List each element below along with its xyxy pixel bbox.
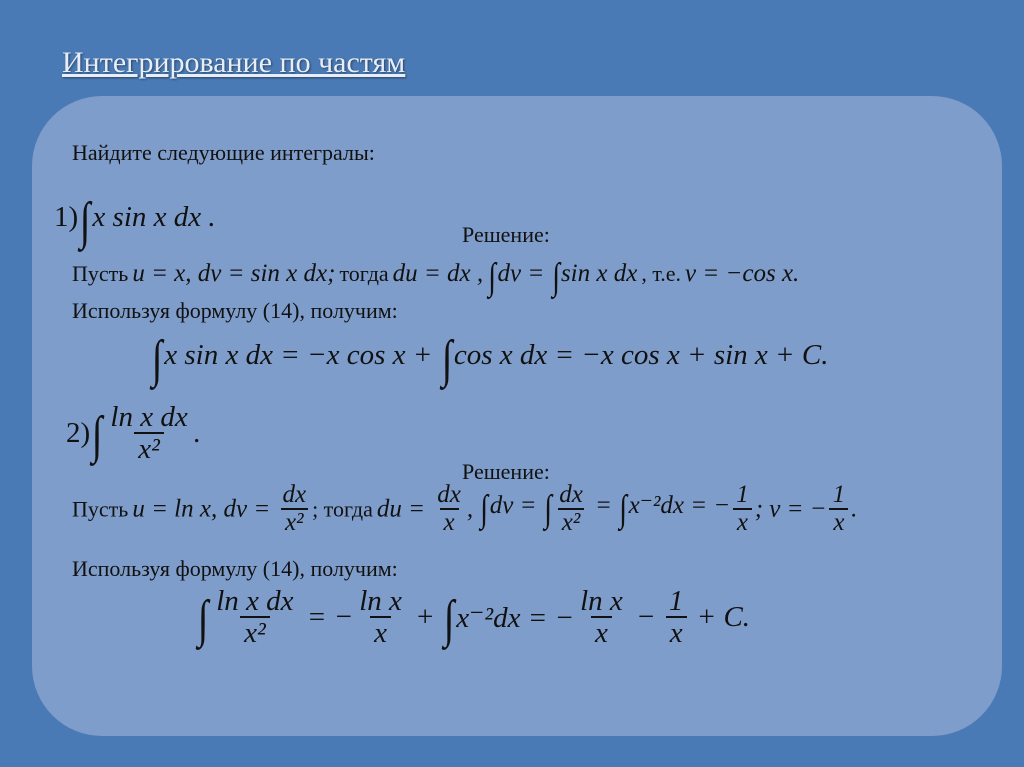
chain-a: dv =	[489, 492, 543, 520]
result-2-den-3: x	[591, 616, 612, 648]
v-numerator-2: 1	[832, 481, 846, 508]
problem-1-label: 1)	[54, 201, 79, 233]
then-word: ; тогда	[312, 496, 373, 522]
integral-sign: ∫	[551, 256, 560, 298]
ie-word: , т.е.	[641, 261, 682, 286]
problem-2-denominator: x²	[134, 432, 164, 464]
dv-expr: dv =	[497, 260, 551, 287]
problem-2-statement	[66, 402, 201, 465]
result-2-end: + C.	[689, 600, 751, 633]
integral-sign: ∫	[480, 488, 489, 531]
then-word: тогда	[339, 261, 389, 286]
v-denominator-2: x	[829, 508, 848, 536]
integral-sign: ∫	[91, 407, 103, 465]
solution-1-substitution	[72, 258, 799, 296]
result-1-a: x sin x dx = −x cos x +	[164, 339, 440, 371]
chain-denominator: x²	[558, 508, 585, 536]
result-2-num-3: ln x	[580, 585, 623, 617]
result-2-den-4: x	[666, 616, 687, 648]
let-word: Пусть	[72, 496, 129, 522]
u-expr: u = ln x, dv =	[132, 495, 277, 523]
integral-sign: ∫	[619, 488, 628, 531]
v-result: v = −cos x.	[685, 260, 800, 287]
problem-2-end: .	[193, 416, 201, 449]
result-2-num-1: ln x dx	[216, 585, 294, 617]
intro-text: Найдите следующие интегралы:	[72, 140, 375, 165]
integral-sign: ∫	[79, 193, 91, 250]
result-2-mid-4: −	[628, 600, 663, 633]
integral-sign: ∫	[443, 591, 455, 649]
problem-1-integrand: x sin x dx .	[92, 201, 216, 233]
v-denominator: x	[733, 508, 752, 536]
solution-2-substitution: Пусть u = ln x, dv = $\frac{dx}{\text{x²}}$ ; тогда du = $\frac{dx}{x}$ , ∫dv = ∫ $\frac{dx}{\text{x²}}$ = ∫x⁻²dx = − $\frac{1}{x}$ ; v = − $\frac{1}{x}$ .	[72, 481, 858, 537]
result-2-mid-2: +	[407, 600, 442, 633]
let-word: Пусть	[72, 261, 129, 286]
formula-line-2: Используя формулу (14), получим:	[72, 556, 398, 581]
du-numerator: dx	[437, 481, 461, 508]
integral-sign: ∫	[544, 488, 552, 531]
result-2-num-4: 1	[668, 585, 684, 617]
du-expr: du =	[376, 495, 432, 523]
slide-title: Интегрирование по частям	[62, 46, 406, 79]
problem-2-numerator: ln x dx	[110, 401, 188, 433]
integral-sign: ∫	[441, 331, 453, 388]
integral-sign: ∫	[151, 331, 163, 388]
solution-1-label: Решение:	[462, 222, 550, 247]
chain-numerator: dx	[559, 481, 583, 508]
du-expr: du = dx ,	[392, 260, 484, 287]
dv-denominator: x²	[281, 508, 308, 536]
integral-sign: ∫	[488, 256, 497, 298]
formula-line-1: Используя формулу (14), получим:	[72, 298, 398, 323]
result-1	[150, 331, 829, 388]
result-2-mid-1: = −	[299, 600, 354, 633]
problem-1-statement	[54, 193, 216, 250]
v-numerator: 1	[736, 481, 749, 508]
dv-numerator: dx	[282, 481, 307, 508]
result-2-mid-3: x⁻²dx = −	[456, 601, 575, 634]
chain-c: x⁻²dx = −	[628, 492, 731, 520]
result-2-num-2: ln x	[359, 585, 402, 617]
substitution: u = x, dv = sin x dx;	[132, 260, 336, 287]
problem-2-label: 2)	[66, 416, 91, 449]
result-2-den-2: x	[370, 616, 391, 648]
integral-sign: ∫	[197, 591, 209, 649]
dv-rhs: sin x dx	[560, 260, 638, 287]
result-2	[196, 586, 750, 649]
solution-2-label: Решение:	[462, 459, 550, 484]
v-expr: ; v = −	[754, 495, 827, 523]
result-2-den-1: x²	[240, 616, 270, 648]
du-denominator: x	[440, 508, 459, 536]
chain-b: =	[588, 492, 619, 520]
result-1-b: cos x dx = −x cos x + sin x + C.	[453, 339, 829, 371]
